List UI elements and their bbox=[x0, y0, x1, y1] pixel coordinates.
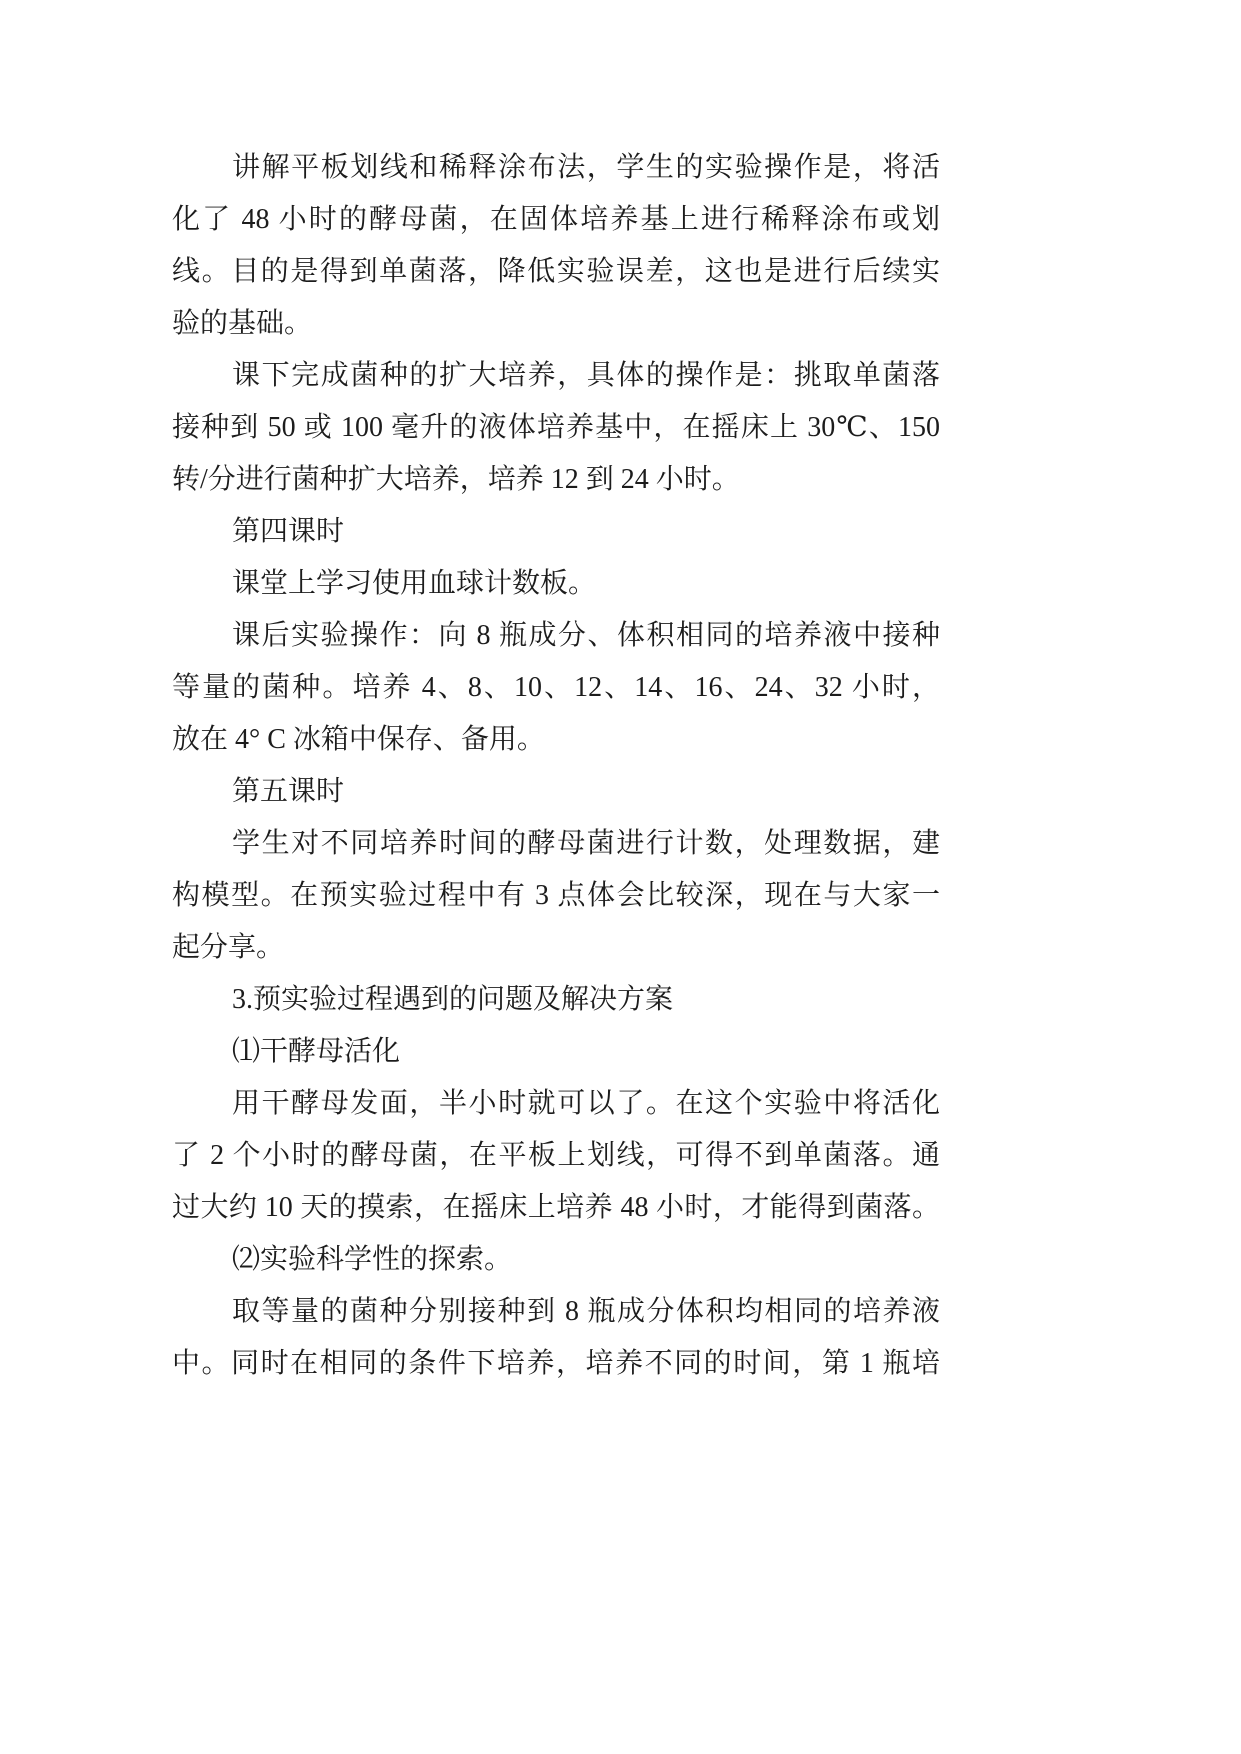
paragraph-line: 等量的菌种。培养 4、8、10、12、14、16、24、32 小时， bbox=[172, 672, 940, 703]
subsection-heading bbox=[172, 1234, 940, 1286]
paragraph-line: 课下完成菌种的扩大培养，具体的操作是：挑取单菌落 bbox=[232, 360, 940, 391]
body-text bbox=[172, 142, 940, 1390]
lesson-heading-text: 第四课时 bbox=[232, 516, 345, 547]
paragraph-line: 中。同时在相同的条件下培养，培养不同的时间，第 1 瓶培 bbox=[172, 1348, 940, 1379]
paragraph bbox=[172, 558, 940, 610]
paragraph-line: 转/分进行菌种扩大培养，培养 12 到 24 小时。 bbox=[172, 464, 740, 495]
paragraph bbox=[172, 818, 940, 974]
paragraph bbox=[172, 1078, 940, 1234]
paragraph-line: 课堂上学习使用血球计数板。 bbox=[232, 568, 597, 599]
lesson-heading-text: 第五课时 bbox=[232, 776, 345, 807]
subsection-heading-text: ⑵实验科学性的探索。 bbox=[232, 1244, 513, 1275]
paragraph-line: 放在 4° C 冰箱中保存、备用。 bbox=[172, 724, 545, 755]
paragraph-line: 取等量的菌种分别接种到 8 瓶成分体积均相同的培养液 bbox=[232, 1296, 940, 1327]
paragraph-line: 过大约 10 天的摸索，在摇床上培养 48 小时，才能得到菌落。 bbox=[172, 1192, 940, 1223]
paragraph bbox=[172, 1286, 940, 1390]
subsection-heading bbox=[172, 1026, 940, 1078]
paragraph bbox=[172, 350, 940, 506]
subsection-heading-text: ⑴干酵母活化 bbox=[232, 1036, 401, 1067]
lesson-heading bbox=[172, 506, 940, 558]
paragraph-line: 用干酵母发面，半小时就可以了。在这个实验中将活化 bbox=[232, 1088, 940, 1119]
paragraph-line: 接种到 50 或 100 毫升的液体培养基中，在摇床上 30℃、150 bbox=[172, 412, 940, 443]
paragraph-line: 起分享。 bbox=[172, 932, 285, 963]
paragraph bbox=[172, 142, 940, 350]
paragraph-line: 学生对不同培养时间的酵母菌进行计数，处理数据，建 bbox=[232, 828, 940, 859]
paragraph-line: 化了 48 小时的酵母菌，在固体培养基上进行稀释涂布或划 bbox=[172, 204, 940, 235]
lesson-heading bbox=[172, 766, 940, 818]
section-heading bbox=[172, 974, 940, 1026]
paragraph-line: 构模型。在预实验过程中有 3 点体会比较深，现在与大家一 bbox=[172, 880, 940, 911]
paragraph-line: 验的基础。 bbox=[172, 308, 313, 339]
paragraph-line: 线。目的是得到单菌落，降低实验误差，这也是进行后续实 bbox=[172, 256, 940, 287]
paragraph-line: 课后实验操作：向 8 瓶成分、体积相同的培养液中接种 bbox=[232, 620, 940, 651]
paragraph-line: 了 2 个小时的酵母菌，在平板上划线，可得不到单菌落。通 bbox=[172, 1140, 940, 1171]
paragraph bbox=[172, 610, 940, 766]
paragraph-line: 讲解平板划线和稀释涂布法，学生的实验操作是，将活 bbox=[232, 152, 940, 183]
section-heading-text: 3.预实验过程遇到的问题及解决方案 bbox=[232, 984, 674, 1015]
